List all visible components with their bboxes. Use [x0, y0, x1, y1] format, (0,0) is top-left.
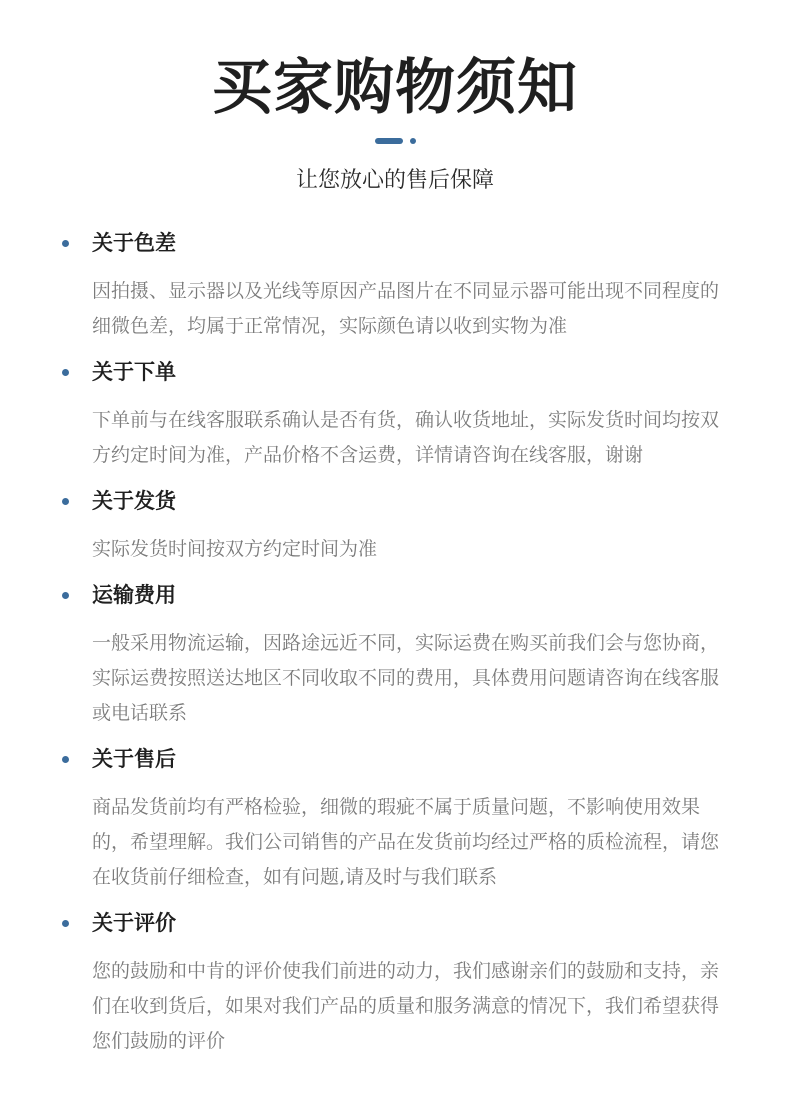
section-heading: 关于发货 — [92, 489, 176, 513]
section-heading: 关于色差 — [92, 231, 176, 255]
section-color-difference — [62, 228, 742, 344]
divider-dot — [410, 138, 416, 144]
section-body: 实际发货时间按双方约定时间为准 — [92, 538, 378, 560]
section-header — [62, 486, 742, 518]
section-header — [62, 908, 742, 940]
title-divider — [375, 138, 420, 144]
section-header — [62, 228, 742, 260]
page-title: 买家购物须知 — [212, 53, 578, 123]
section-body: 您的鼓励和中肯的评价使我们前进的动力，我们感谢亲们的鼓励和支持，亲们在收到货后，如果对我们产品的质量和服务满意的情况下，我们希望获得您们鼓励的评价 — [92, 960, 720, 1052]
section-after-sales — [62, 744, 742, 895]
bullet-dot-icon — [62, 756, 69, 763]
section-header — [62, 357, 742, 389]
section-heading: 关于售后 — [92, 747, 176, 771]
section-body: 商品发货前均有严格检验，细微的瑕疵不属于质量问题，不影响使用效果的，希望理解。我们公司销售的产品在发货前均经过严格的质检流程，请您在收货前仔细检查，如有问题,请及时与我们联系 — [92, 796, 720, 888]
section-shipping-cost — [62, 580, 742, 731]
section-shipping — [62, 486, 742, 567]
section-ordering — [62, 357, 742, 473]
bullet-dot-icon — [62, 592, 69, 599]
page-subtitle: 让您放心的售后保障 — [295, 168, 494, 193]
section-header — [62, 580, 742, 612]
bullet-dot-icon — [62, 498, 69, 505]
bullet-dot-icon — [62, 920, 69, 927]
section-reviews — [62, 908, 742, 1059]
section-heading: 关于评价 — [92, 911, 176, 935]
section-body: 下单前与在线客服联系确认是否有货，确认收货地址，实际发货时间均按双方约定时间为准，产品价格不含运费，详情请咨询在线客服，谢谢 — [92, 409, 720, 466]
section-heading: 关于下单 — [92, 360, 176, 384]
bullet-dot-icon — [62, 240, 69, 247]
section-heading: 运输费用 — [92, 583, 176, 607]
bullet-dot-icon — [62, 369, 69, 376]
divider-bar — [375, 138, 403, 144]
section-header — [62, 744, 742, 776]
section-body: 一般采用物流运输，因路途远近不同，实际运费在购买前我们会与您协商，实际运费按照送达地区不同收取不同的费用，具体费用问题请咨询在线客服或电话联系 — [92, 632, 720, 724]
section-body: 因拍摄、显示器以及光线等原因产品图片在不同显示器可能出现不同程度的细微色差，均属于正常情况，实际颜色请以收到实物为准 — [92, 280, 720, 337]
